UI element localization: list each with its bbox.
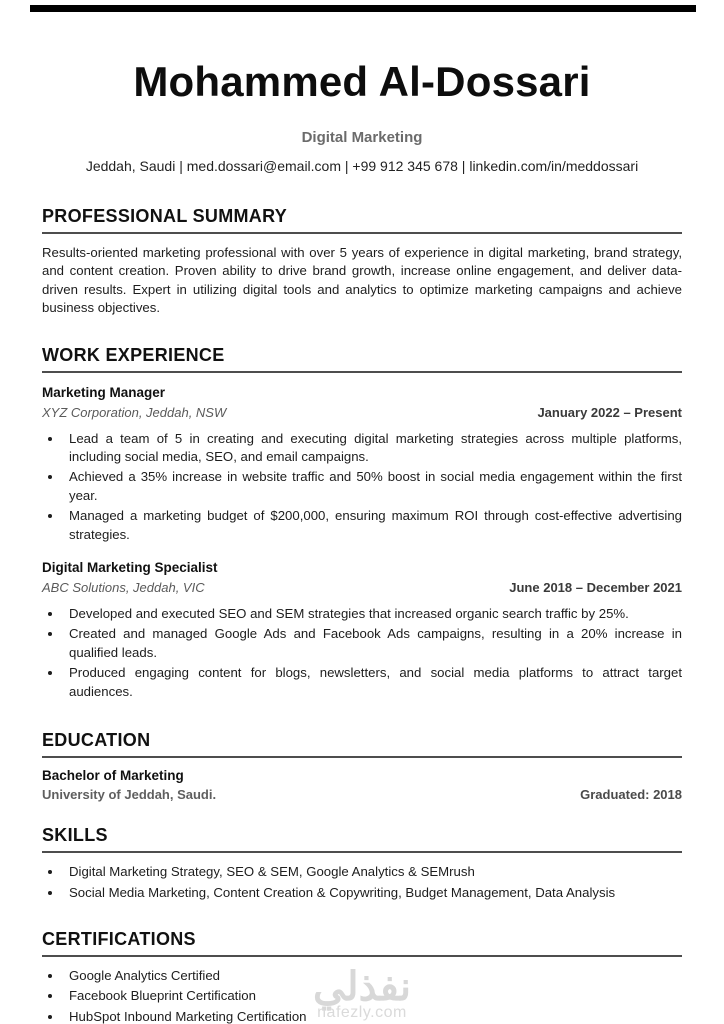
section-certifications <box>42 929 682 1024</box>
job-bullet: • Lead a team of 5 in creating and executing digital marketing strategies across multiple platforms, including social media, SEO, and email campaigns. <box>63 430 682 467</box>
certification-bullet: • Google Analytics Certified <box>63 967 682 985</box>
job-title: Marketing Manager <box>42 384 166 400</box>
job-bullet: • Produced engaging content for blogs, newsletters, and social media platforms to attract target audiences. <box>63 664 682 701</box>
job-bullet: • Achieved a 35% increase in website traffic and 50% boost in social media engagement within the first year. <box>63 468 682 505</box>
job-entry <box>42 385 682 544</box>
scan-artifact-bar <box>30 5 696 12</box>
job-meta-row <box>42 580 682 595</box>
job-dates: June 2018 – December 2021 <box>509 580 682 596</box>
job-title: Digital Marketing Specialist <box>42 560 218 576</box>
skill-bullet: • Social Media Marketing, Content Creation & Copywriting, Budget Management, Data Analysis <box>63 884 682 902</box>
job-bullet: • Managed a marketing budget of $200,000, ensuring maximum ROI through cost-effective advertising strategies. <box>63 507 682 544</box>
nafezly-logo: نفذلي <box>313 965 411 1009</box>
job-dates: January 2022 – Present <box>537 404 682 420</box>
section-education <box>42 730 682 803</box>
education-graduated: Graduated: 2018 <box>580 787 682 803</box>
summary-paragraph: Results-oriented marketing professional with over 5 years of experience in digital marketing, brand strategy, and content creation. Proven ability to drive brand growth, increase online engagement, and deliver data-driven results. Expert in utilizing digital tools and analytics to optimize marketing campaigns and achieve business objectives. <box>42 245 682 316</box>
summary-heading: PROFESSIONAL SUMMARY <box>42 206 682 234</box>
certification-bullet: • HubSpot Inbound Marketing Certification <box>63 1008 682 1024</box>
job-entry <box>42 560 682 701</box>
work-experience-heading: WORK EXPERIENCE <box>42 345 682 373</box>
job-bullet-list <box>42 430 682 544</box>
person-name: Mohammed Al-Dossari <box>133 58 591 105</box>
certifications-bullet-list <box>42 967 682 1024</box>
job-company: XYZ Corporation, Jeddah, NSW <box>42 404 227 420</box>
nafezly-domain: nafezly.com <box>317 1004 407 1021</box>
contact-line: Jeddah, Saudi | med.dossari@email.com | +99 912 345 678 | linkedin.com/in/meddossari <box>85 158 639 174</box>
section-work-experience <box>42 345 682 701</box>
certification-bullet: • Facebook Blueprint Certification <box>63 987 682 1005</box>
job-title-subtitle: Digital Marketing <box>301 129 423 146</box>
job-meta-row <box>42 405 682 420</box>
education-school: University of Jeddah, Saudi. <box>42 787 217 803</box>
education-heading: EDUCATION <box>42 730 682 758</box>
skill-bullet: • Digital Marketing Strategy, SEO & SEM, Google Analytics & SEMrush <box>63 863 682 881</box>
job-bullet-list <box>42 605 682 701</box>
education-meta-row <box>42 787 682 803</box>
job-bullet: • Created and managed Google Ads and Facebook Ads campaigns, resulting in a 20% increase in qualified leads. <box>63 625 682 662</box>
resume-header <box>0 0 724 175</box>
job-company: ABC Solutions, Jeddah, VIC <box>42 580 205 596</box>
section-skills <box>42 825 682 902</box>
education-degree: Bachelor of Marketing <box>42 768 184 784</box>
section-professional-summary <box>42 206 682 318</box>
resume-body <box>0 206 724 1024</box>
job-bullet: • Developed and executed SEO and SEM strategies that increased organic search traffic by 25%. <box>63 605 682 623</box>
skills-heading: SKILLS <box>42 825 682 853</box>
certifications-heading: CERTIFICATIONS <box>42 929 682 957</box>
skills-bullet-list <box>42 863 682 902</box>
